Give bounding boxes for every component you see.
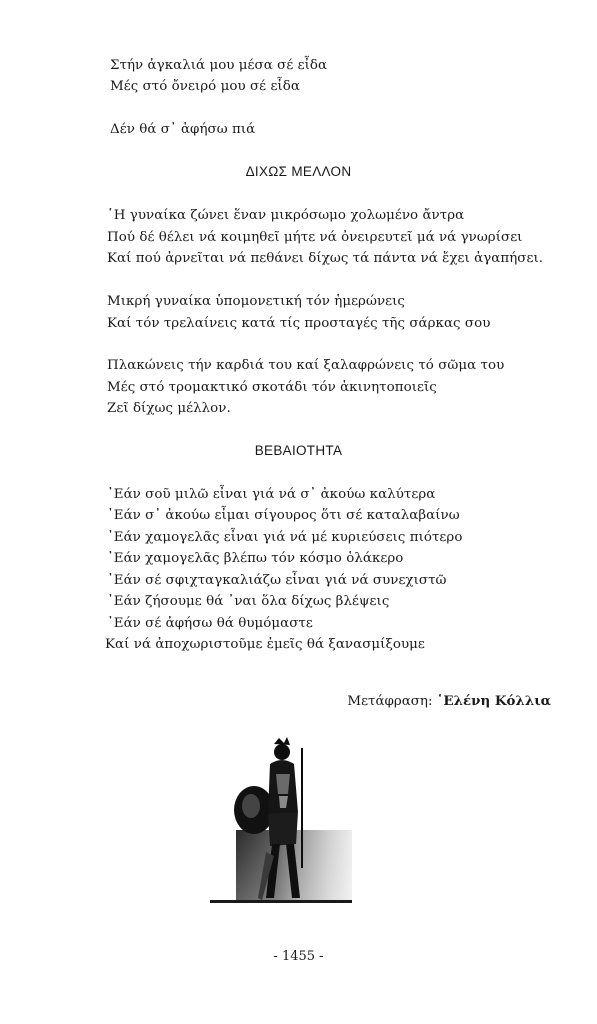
poem1-line-3: Δέν θά σ᾽ ἀφήσω πιά (110, 122, 256, 137)
poem2-line-3: Καί πού ἀρνεῖται νά πεθάνει δίχως τά πάντα νά ἔχει ἀγαπήσει. (107, 251, 544, 266)
poem3-title: ΒΕΒΑΙΟΤΗΤΑ (254, 443, 343, 458)
translation-credit (347, 693, 551, 710)
poem3-line-4: ᾽Εάν χαμογελᾶς βλέπω τόν κόσμο ὁλάκερο (107, 551, 404, 566)
poem3-line-8: Καί νά ἀποχωριστοῦμε ἐμεῖς θά ξανασμίξουμε (105, 637, 425, 652)
poem2-line-6: Πλακώνεις τήν καρδιά του καί ξαλαφρώνεις τό σῶμα του (107, 358, 505, 373)
poem2-line-8: Ζεῖ δίχως μέλλον. (107, 401, 231, 416)
credit-label: Μετάφραση: (347, 694, 433, 709)
poem2-title: ΔΙΧΩΣ ΜΕΛΛΟΝ (245, 164, 352, 179)
poem2-line-5: Καί τόν τρελαίνεις κατά τίς προσταγές τῆς σάρκας σου (107, 316, 491, 331)
warrior-illustration (208, 734, 352, 908)
poem3-line-3: ᾽Εάν χαμογελᾶς εἶναι γιά νά μέ κυριεύσεις πιότερο (107, 530, 463, 545)
poem3-line-7: ᾽Εάν σέ ἀφήσω θά θυμόμαστε (107, 616, 313, 631)
poem3-line-5: ᾽Εάν σέ σφιχταγκαλιάζω εἶναι γιά νά συνεχιστῶ (107, 573, 447, 588)
poem2-line-1: ῾Η γυναίκα ζώνει ἕναν μικρόσωμο χολωμένο ἄντρα (107, 208, 465, 223)
translator-name: ῾Ελένη Κόλλια (436, 693, 551, 709)
poem3-line-1: ᾽Εάν σοῦ μιλῶ εἶναι γιά νά σ᾽ ἀκούω καλύτερα (107, 487, 436, 502)
poem3-line-6: ᾽Εάν ζήσουμε θά ᾽ναι ὅλα δίχως βλέψεις (107, 594, 390, 609)
poem2-line-7: Μές στό τρομακτικό σκοτάδι τόν ἀκινητοποιεῖς (107, 380, 437, 395)
poem2-line-4: Μικρή γυναίκα ὑπομονετική τόν ἡμερώνεις (107, 294, 405, 309)
poem3-line-2: ᾽Εάν σ᾽ ἀκούω εἶμαι σίγουρος ὅτι σέ καταλαβαίνω (107, 508, 460, 523)
page-number: - 1455 - (273, 949, 324, 964)
poem1-line-1: Στήν ἀγκαλιά μου μέσα σέ εἶδα (110, 58, 328, 73)
poem2-line-2: Πού δέ θέλει νά κοιμηθεῖ μήτε νά ὀνειρευτεῖ μά νά γνωρίσει (107, 230, 523, 245)
poem1-line-2: Μές στό ὄνειρό μου σέ εἶδα (110, 79, 300, 94)
